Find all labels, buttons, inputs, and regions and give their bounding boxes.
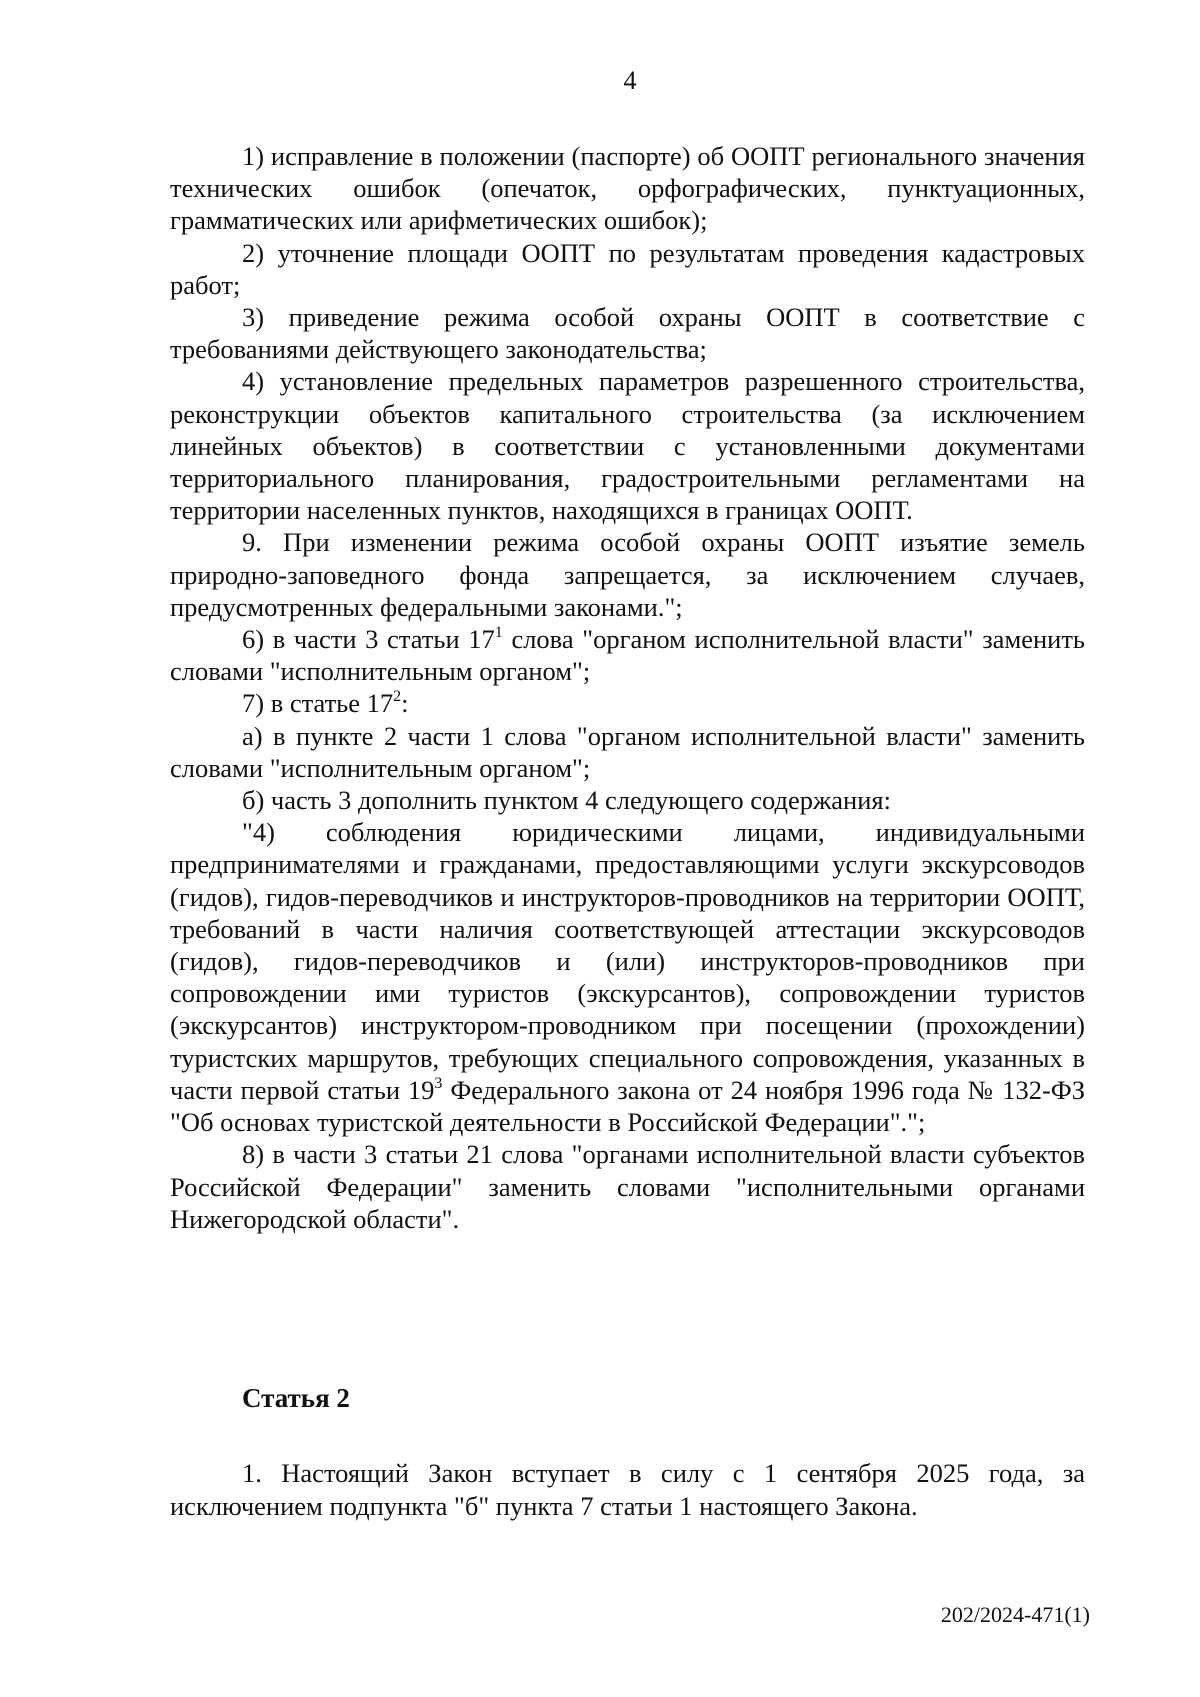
paragraph-item-8: 8) в части 3 статьи 21 слова "органами исполнительной власти субъектов Российской Федерации" заменить словами "исполнительными органами Нижегородской области". bbox=[170, 1139, 1085, 1234]
paragraph-quoted-item-4 bbox=[170, 816, 1085, 1138]
item6-text: 6) в части 3 статьи 17 bbox=[242, 624, 495, 655]
article-2-paragraph-1: 1. Настоящий Закон вступает в силу с 1 сентября 2025 года, за исключением подпункта "б" пункта 7 статьи 1 настоящего Закона. bbox=[170, 1458, 1085, 1521]
item7-text: 7) в статье 17 bbox=[242, 688, 394, 719]
page-number: 4 bbox=[623, 66, 637, 95]
item7-text-end: : bbox=[401, 688, 409, 719]
paragraph-item-9: 9. При изменении режима особой охраны ООПТ изъятие земель природно-заповедного фонда запрещается, за исключением случаев, предусмотренных федеральными законами."; bbox=[170, 527, 1085, 622]
quote-text-end: Федерального закона от 24 ноября 1996 года № 132-ФЗ "Об основах туристской деятельности в Российской Федерации"."; bbox=[170, 1074, 1085, 1138]
paragraph-item-7b: б) часть 3 дополнить пунктом 4 следующего содержания: bbox=[242, 785, 891, 816]
paragraph-item-7 bbox=[170, 687, 1085, 719]
law-text-body bbox=[170, 140, 1085, 1235]
paragraph-item-7a: а) в пункте 2 части 1 слова "органом исполнительной власти" заменить словами "исполнительным органом"; bbox=[170, 720, 1085, 783]
paragraph-item-1: 1) исправление в положении (паспорте) об ООПТ регионального значения технических ошибок (опечаток, орфографических, пунктуационных, грамматических или арифметических ошибок); bbox=[170, 141, 1085, 236]
quote-text: "4) соблюдения юридическими лицами, индивидуальными предпринимателями и гражданами, предоставляющими услуги экскурсоводов (гидов), гидов-переводчиков и инструкторов-проводников на территории ООПТ, требований в части наличия соответствующей аттестации экскурсоводов (гидов), гидов-переводчиков и (или) инструкторов-проводников при сопровождении ими туристов (экскурсантов), сопровождении туристов (экскурсантов) инструктором-проводником при посещении (прохождении) туристских маршрутов, требующих специального сопровождения, указанных в части первой статьи 19 bbox=[170, 817, 1085, 1105]
paragraph-item-2: 2) уточнение площади ООПТ по результатам проведения кадастровых работ; bbox=[170, 237, 1085, 300]
paragraph-item-6 bbox=[170, 623, 1085, 687]
article-2-heading: Статья 2 bbox=[242, 1383, 350, 1413]
article-2-body bbox=[170, 1457, 1085, 1522]
paragraph-item-4: 4) установление предельных параметров разрешенного строительства, реконструкции объектов капитального строительства (за исключением линейных объектов) в соответствии с установленными документами территориального планирования, градостроительными регламентами на территории населенных пунктов, находящихся в границах ООПТ. bbox=[170, 366, 1085, 526]
paragraph-item-3: 3) приведение режима особой охраны ООПТ в соответствие с требованиями действующего законодательства; bbox=[170, 302, 1085, 365]
document-code: 202/2024-471(1) bbox=[940, 1602, 1090, 1627]
item6-text-end: слова "органом исполнительной власти" заменить словами "исполнительным органом"; bbox=[170, 624, 1086, 687]
quote-superscript: 3 bbox=[434, 1074, 443, 1092]
item7-superscript: 2 bbox=[393, 688, 402, 706]
item6-superscript: 1 bbox=[494, 624, 503, 642]
